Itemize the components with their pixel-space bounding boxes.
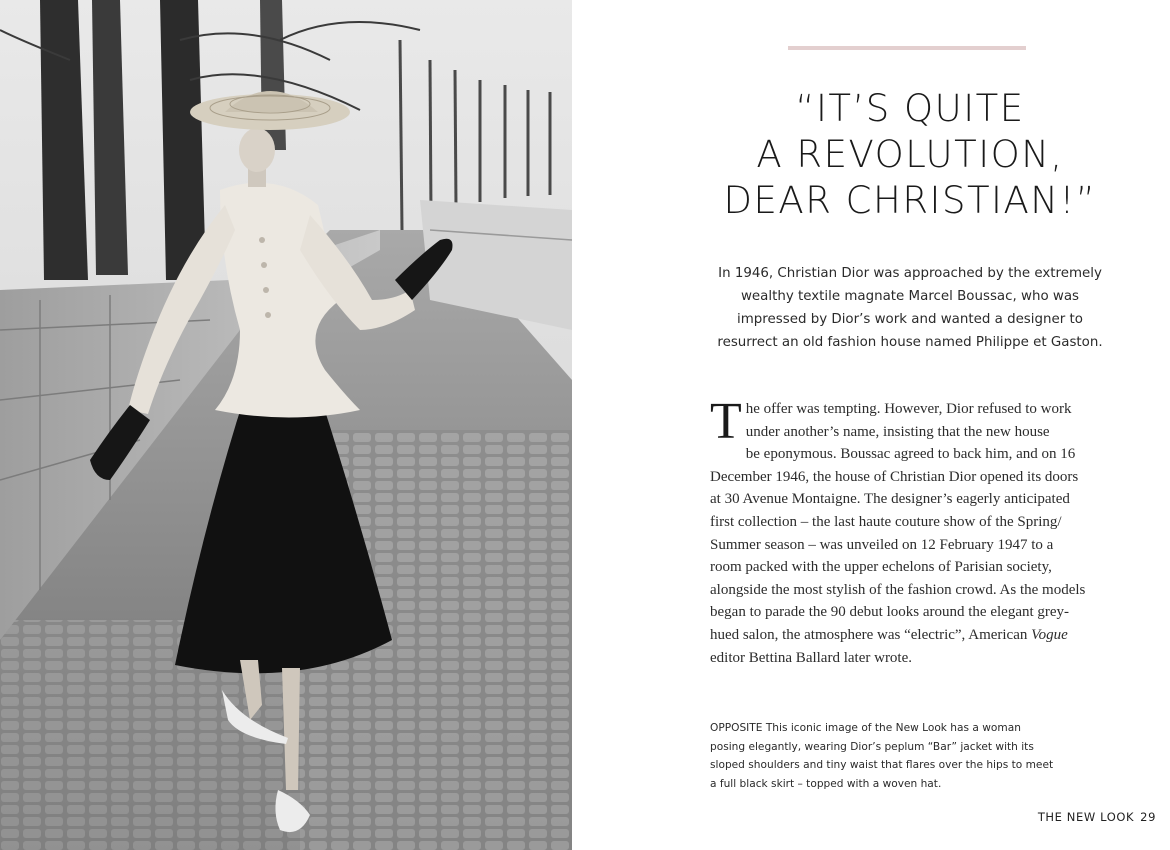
body-line: began to parade the 90 debut looks around the elegant grey- — [710, 604, 1070, 621]
caption-line: posing elegantly, wearing Dior’s peplum “Bar” jacket with its — [710, 740, 1034, 753]
intro-paragraph: In 1946, Christian Dior was approached by the extremely wealthy textile magnate Marcel Boussac, who was impressed by Dior’s work and wanted a designer to resurrect an old fashion house named Philippe et Gaston. — [717, 266, 1103, 350]
caption-line: OPPOSITE This iconic image of the New Look has a woman — [710, 722, 1021, 734]
body-paragraph — [710, 393, 1115, 669]
drop-cap: T — [710, 393, 742, 450]
photo-illustration — [0, 0, 572, 850]
body-line: under another’s name, insisting that the new house — [745, 423, 1050, 440]
page-number: 29 — [1140, 810, 1156, 824]
headline-line: A REVOLUTION, — [756, 133, 1064, 176]
vogue-italic: Vogue — [1031, 626, 1068, 643]
body-line-text: hued salon, the atmosphere was “electric”, American — [710, 626, 1032, 643]
body-line: December 1946, the house of Christian Dior opened its doors — [710, 468, 1079, 485]
body-line: editor Bettina Ballard later wrote. — [710, 649, 913, 666]
page-footer — [1038, 810, 1156, 824]
caption-line: sloped shoulders and tiny waist that flares over the hips to meet — [710, 759, 1054, 772]
caption-line: a full black skirt – topped with a woven hat. — [710, 777, 942, 790]
decorative-rule — [788, 46, 1026, 50]
body-line: room packed with the upper echelons of Parisian society, — [710, 559, 1052, 576]
photo-caption — [710, 719, 1070, 793]
body-line: at 30 Avenue Montaigne. The designer’s eagerly anticipated — [710, 491, 1070, 508]
body-line: be eponymous. Boussac agreed to back him, and on 16 — [745, 446, 1076, 463]
pull-quote-headline — [660, 86, 1160, 224]
body-line — [710, 624, 1115, 647]
body-line: he offer was tempting. However, Dior refused to work — [745, 401, 1072, 417]
body-line: first collection – the last haute couture show of the Spring/ — [710, 513, 1062, 530]
running-section-title: THE NEW LOOK — [1037, 810, 1135, 824]
body-line: alongside the most stylish of the fashion crowd. As the models — [710, 581, 1086, 598]
new-look-photograph — [0, 0, 572, 850]
headline-line: DEAR CHRISTIAN!” — [723, 179, 1097, 222]
headline-line: “IT’S QUITE — [795, 87, 1025, 130]
body-line: Summer season – was unveiled on 12 February 1947 to a — [710, 536, 1054, 553]
text-page — [600, 0, 1170, 850]
